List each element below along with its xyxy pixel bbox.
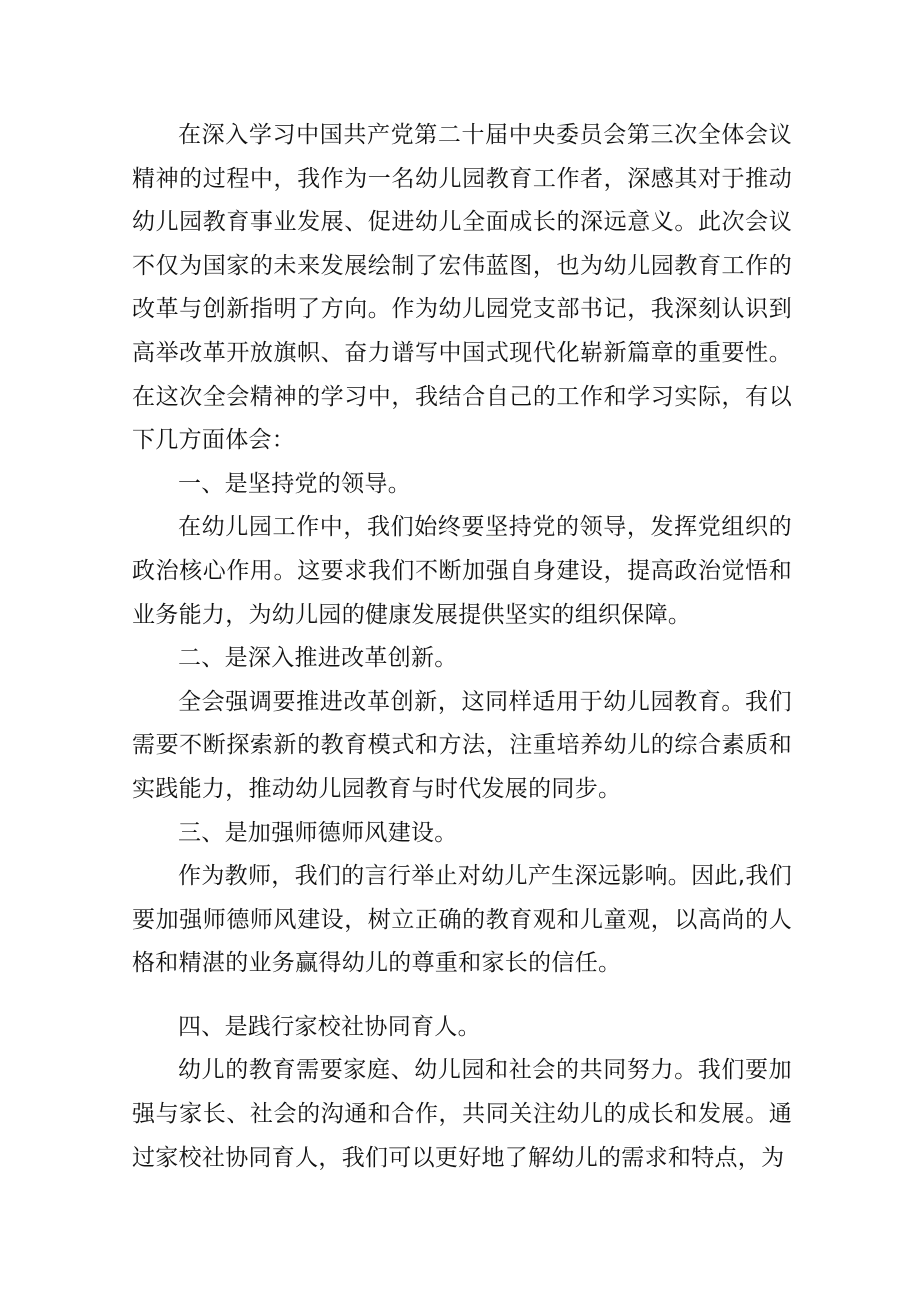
section-paragraph-1: 在幼儿园工作中，我们始终要坚持党的领导，发挥党组织的政治核心作用。这要求我们不断加强自身建设，提高政治觉悟和业务能力，为幼儿园的健康发展提供坚实的组织保障。 xyxy=(132,514,792,628)
section-paragraph-3: 作为教师，我们的言行举止对幼儿产生深远影响。因此,我们要加强师德师风建设，树立正确的教育观和儿童观，以高尚的人格和精湛的业务赢得幼儿的尊重和家长的信任。 xyxy=(132,863,792,977)
section-paragraph-2: 全会强调要推进改革创新，这同样适用于幼儿园教育。我们需要不断探索新的教育模式和方法，注重培养幼儿的综合素质和实践能力，推动幼儿园教育与时代发展的同步。 xyxy=(132,688,792,802)
section-heading-3: 三、是加强师德师风建设。 xyxy=(178,819,458,846)
section-heading-1: 一、是坚持党的领导。 xyxy=(178,470,411,497)
intro-paragraph: 在深入学习中国共产党第二十届中央委员会第三次全体会议精神的过程中，我作为一名幼儿园教育工作者，深感其对于推动幼儿园教育事业发展、促进幼儿全面成长的深远意义。此次会议不仅为国家的未来发展绘制了宏伟蓝图，也为幼儿园教育工作的改革与创新指明了方向。作为幼儿园党支部书记，我深刻认识到高举改革开放旗帜、奋力谱写中国式现代化崭新篇章的重要性。在这次全会精神的学习中，我结合自己的工作和学习实际，有以下几方面体会： xyxy=(132,122,792,454)
section-paragraph-4: 幼儿的教育需要家庭、幼儿园和社会的共同努力。我们要加强与家长、社会的沟通和合作，共同关注幼儿的成长和发展。通过家校社协同育人，我们可以更好地了解幼儿的需求和特点，为 xyxy=(132,1057,792,1171)
document-body xyxy=(132,114,792,1180)
section-heading-2: 二、是深入推进改革创新。 xyxy=(178,645,458,672)
section-heading-4: 四、是践行家校社协同育人。 xyxy=(178,1013,481,1040)
